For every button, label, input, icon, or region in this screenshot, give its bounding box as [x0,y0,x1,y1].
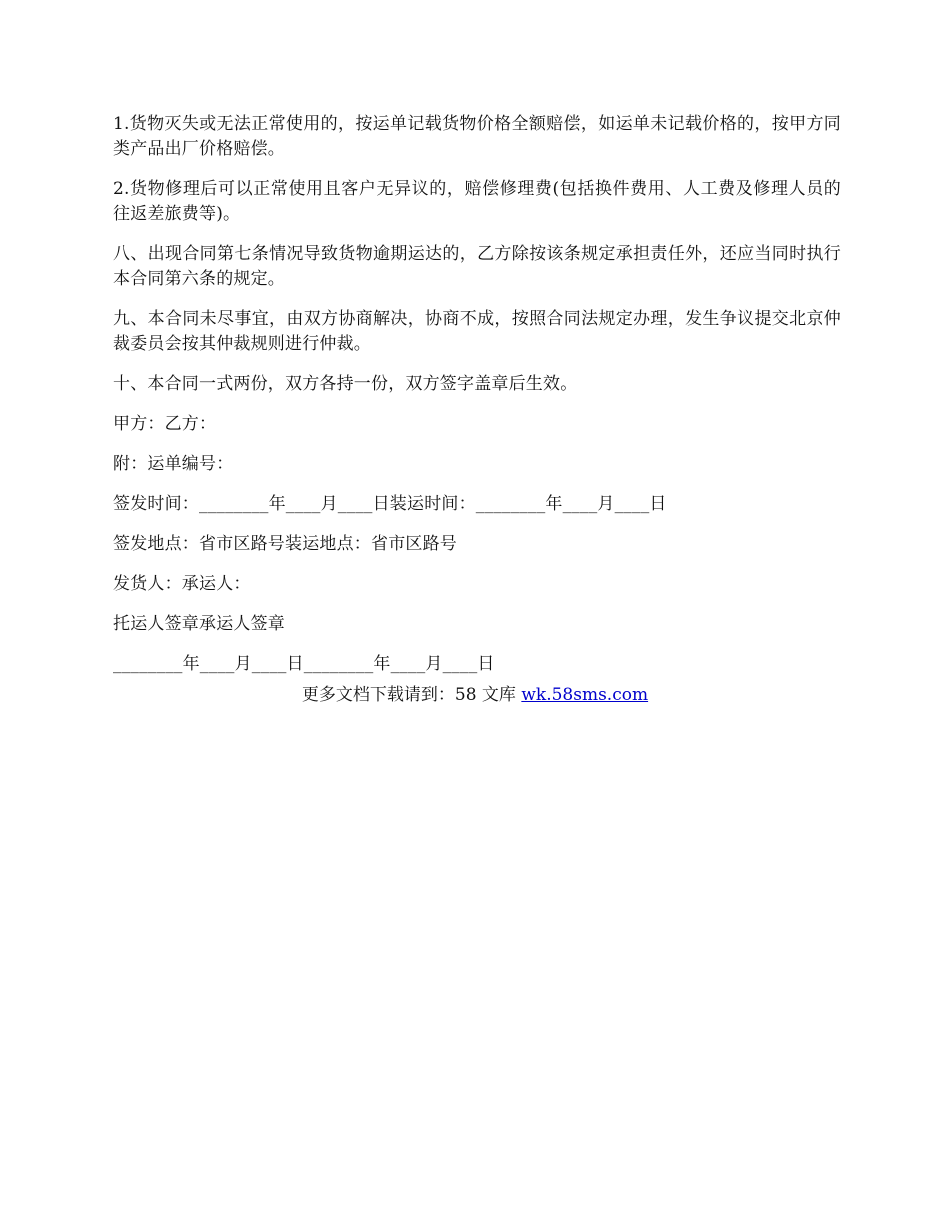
footer-link[interactable]: wk.58sms.com [521,685,649,705]
waybill-number-line: 附：运单编号： [113,454,234,474]
consignor-carrier-line: 发货人：承运人： [113,574,251,594]
document-body [113,112,841,692]
clause-item-2: 2.货物修理后可以正常使用且客户无异议的，赔偿修理费(包括换件费用、人工费及修理人员的往返差旅费等)。 [113,179,841,224]
signature-date-line: ________年____月____日________年____月____日 [113,654,495,674]
clause-item-1: 1.货物灭失或无法正常使用的，按运单记载货物价格全额赔偿，如运单未记载价格的，按甲方同类产品出厂价格赔偿。 [113,114,841,159]
footer-text: 更多文档下载请到：58 文库 [301,685,522,705]
party-a-b-line: 甲方：乙方： [113,414,217,434]
issue-shipping-place-line: 签发地点：省市区路号装运地点：省市区路号 [113,534,457,554]
download-footer [0,683,950,708]
clause-eight: 八、出现合同第七条情况导致货物逾期运达的，乙方除按该条规定承担责任外，还应当同时执行本合同第六条的规定。 [113,244,841,289]
issue-shipping-time-line: 签发时间：________年____月____日装运时间：________年____月____日 [113,494,667,514]
clause-nine: 九、本合同未尽事宜，由双方协商解决，协商不成，按照合同法规定办理，发生争议提交北京仲裁委员会按其仲裁规则进行仲裁。 [113,309,841,354]
clause-ten: 十、本合同一式两份，双方各持一份，双方签字盖章后生效。 [113,374,578,394]
signature-line: 托运人签章承运人签章 [113,614,285,634]
